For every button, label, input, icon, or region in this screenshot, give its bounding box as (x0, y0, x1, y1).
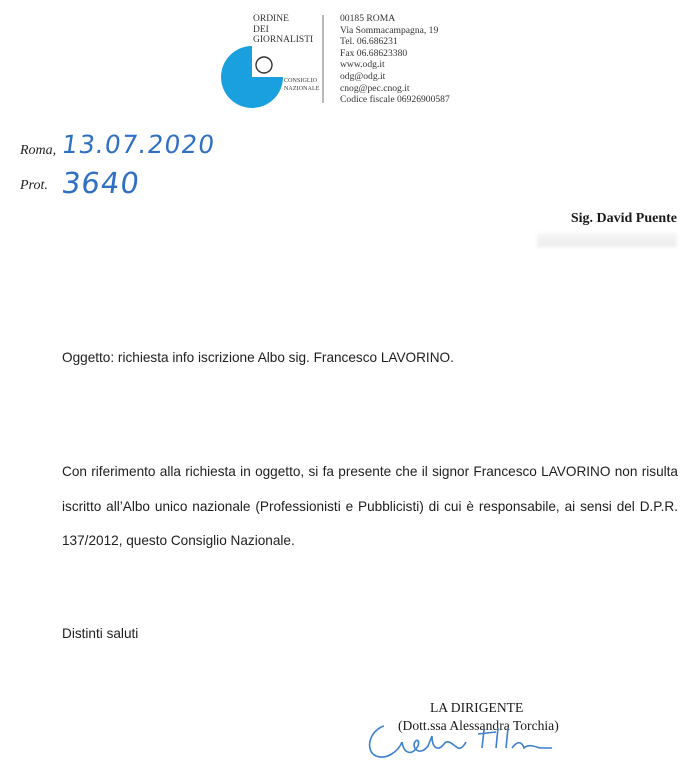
contact-line-pec: cnog@pec.cnog.it (340, 82, 410, 94)
place-label: Roma, (20, 143, 57, 158)
handwritten-signature (362, 712, 562, 768)
contact-line-website: www.odg.it (340, 59, 385, 71)
contact-line-email: odg@odg.it (340, 70, 386, 82)
org-name-line-2: DEI (253, 24, 269, 35)
subject-line: Oggetto: richiesta info iscrizione Albo sig. Francesco LAVORINO. (62, 350, 454, 365)
recipient-name: Sig. David Puente (570, 211, 677, 226)
odg-logo-icon (221, 46, 283, 108)
handwritten-protocol-number: 3640 (59, 166, 143, 200)
handwritten-date: 13.07.2020 (59, 130, 218, 159)
org-name-line-1: ORDINE (253, 14, 289, 24)
contact-line-fax: Fax 06.68623380 (340, 47, 408, 59)
org-name-line-3: GIORNALISTI (253, 35, 314, 45)
council-name-line-2: NAZIONALE (284, 85, 320, 92)
protocol-label: Prot. (20, 178, 48, 193)
signatory-role: LA DIRIGENTE (430, 700, 524, 715)
contact-line-street: Via Sommacampagna, 19 (340, 24, 439, 36)
closing-salutation: Distinti saluti (62, 626, 139, 641)
council-name-line-1: CONSIGLIO (284, 78, 318, 84)
redacted-address (537, 233, 677, 247)
contact-line-city: 00185 ROMA (340, 13, 396, 24)
contact-line-phone: Tel. 06.686231 (340, 36, 398, 48)
contact-block (340, 13, 450, 106)
letterhead-divider (322, 15, 324, 103)
signatory-name: (Dott.ssa Alessandra Torchia) (398, 718, 559, 733)
contact-line-tax-code: Codice fiscale 06926900587 (340, 94, 450, 106)
org-name (253, 14, 317, 46)
body-paragraph: Con riferimento alla richiesta in oggetto, si fa presente che il signor Francesco LAVORINO non risulta iscritto all’Albo unico nazionale (Professionisti e Pubblicisti) di cui è responsabile, ai sensi del D.P.R. 137/2012, questo Consiglio Nazionale. (62, 464, 678, 548)
